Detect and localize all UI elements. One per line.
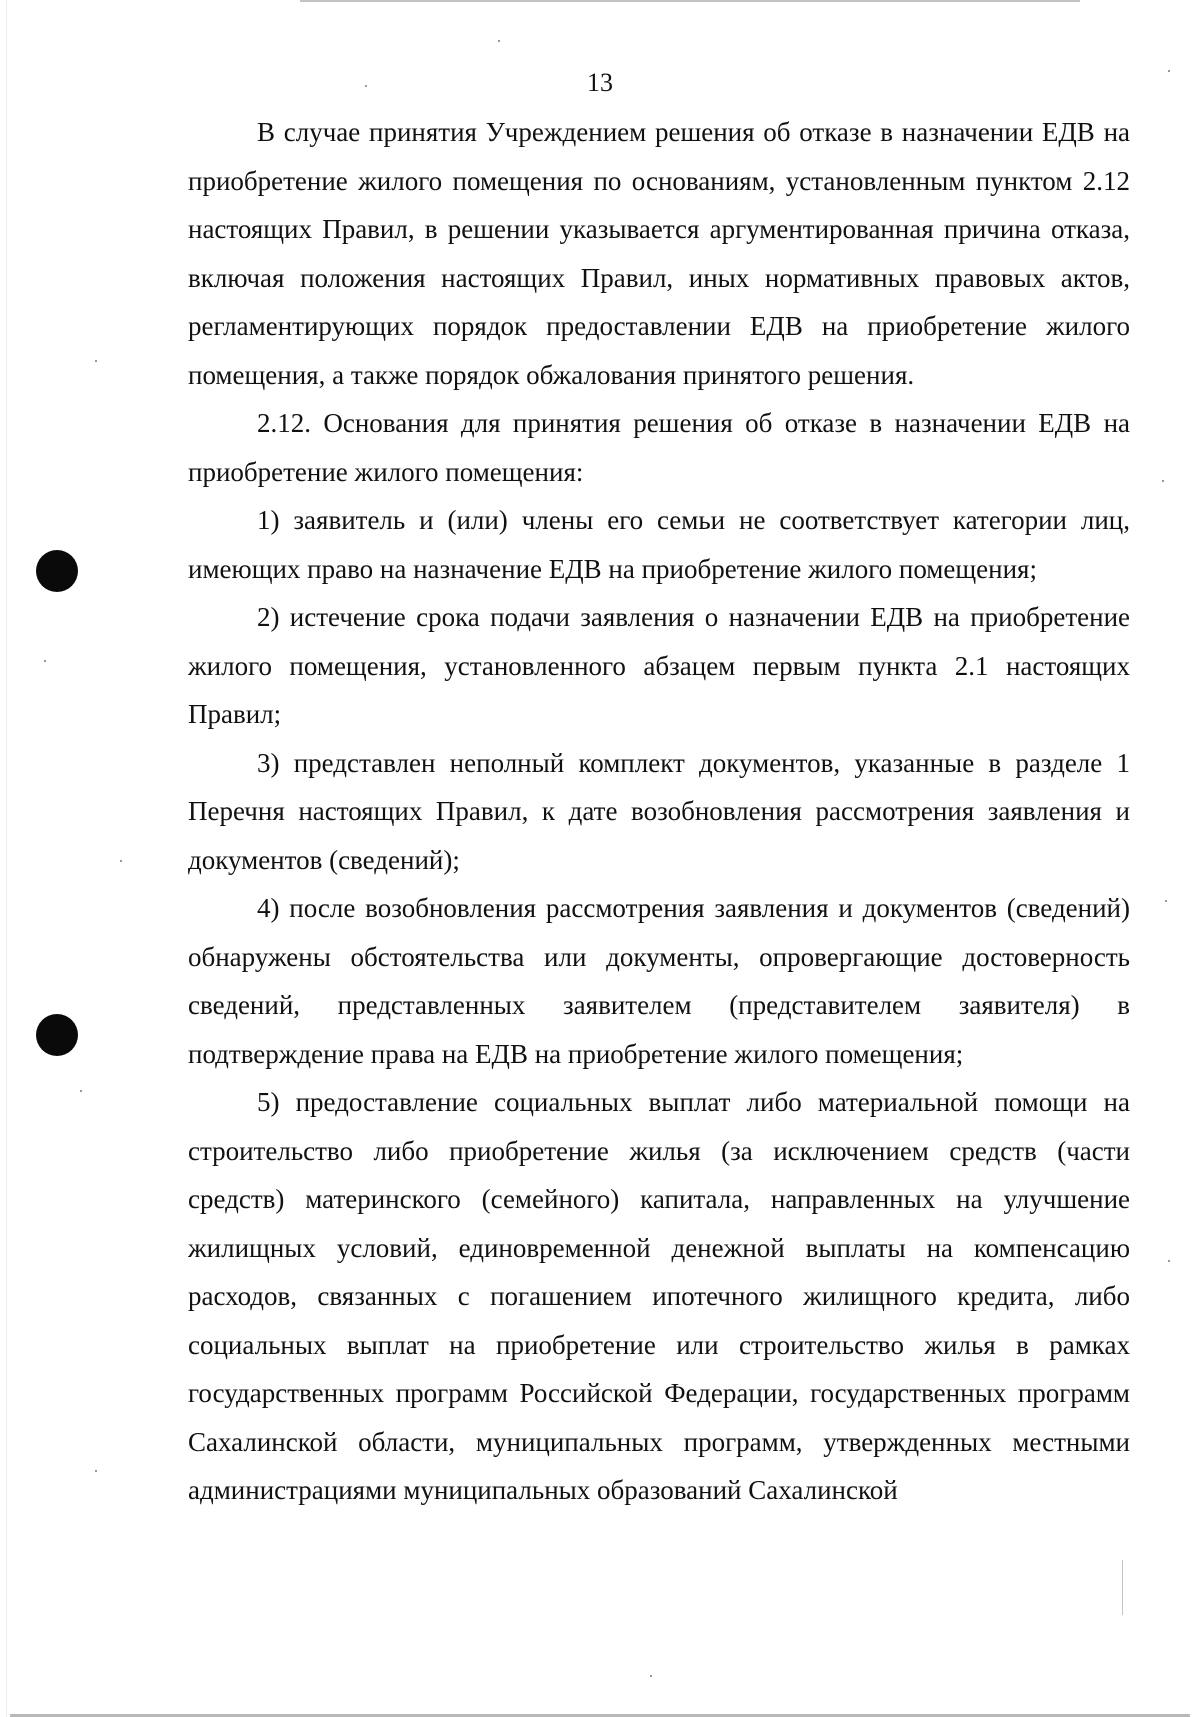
list-item-3: 3) представлен неполный комплект документов, указанные в разделе 1 Перечня настоящих Правил, к дате возобновления рассмотрения заявления и документов (сведений); (188, 747, 1130, 875)
scan-speck (95, 1470, 97, 1472)
paragraph-clause-2-12: 2.12. Основания для принятия решения об отказе в назначении ЕДВ на приобретение жилого помещения: (188, 408, 1130, 487)
scan-speck (120, 860, 122, 862)
scan-speck (1168, 1260, 1170, 1262)
scan-edge-right (1122, 1560, 1123, 1615)
scan-speck (650, 1675, 652, 1677)
scan-speck (1165, 900, 1167, 902)
document-body (188, 108, 1130, 1515)
scan-edge-top (300, 0, 1080, 2)
punch-hole-mark (36, 1014, 78, 1056)
list-item-2: 2) истечение срока подачи заявления о назначении ЕДВ на приобретение жилого помещения, установленного абзацем первым пункта 2.1 настоящих Правил; (188, 602, 1130, 729)
list-item-4: 4) после возобновления рассмотрения заявления и документов (сведений) обнаружены обстоятельства или документы, опровергающие достоверность сведений, представленных заявителем (представителем заявителя) в подтверждение права на ЕДВ на приобретение жилого помещения; (188, 893, 1130, 1069)
scan-speck (80, 1090, 82, 1092)
scan-speck (44, 660, 46, 662)
paragraph-refusal-decision: В случае принятия Учреждением решения об отказе в назначении ЕДВ на приобретение жилого помещения по основаниям, установленным пунктом 2.12 настоящих Правил, в решении указывается аргументированная причина отказа, включая положения настоящих Правил, иных нормативных правовых актов, регламентирующих порядок предоставлении ЕДВ на приобретение жилого помещения, а также порядок обжалования принятого решения. (188, 117, 1130, 390)
scan-speck (95, 360, 97, 362)
page-number: 13 (587, 68, 613, 97)
list-item-1: 1) заявитель и (или) члены его семьи не соответствует категории лиц, имеющих право на назначение ЕДВ на приобретение жилого помещения; (188, 505, 1130, 584)
scan-speck (1162, 480, 1164, 482)
punch-hole-mark (36, 550, 78, 592)
scan-speck (498, 40, 500, 42)
scan-edge-left (6, 0, 7, 1717)
list-item-5: 5) предоставление социальных выплат либо материальной помощи на строительство либо приобретение жилья (за исключением средств (части средств) материнского (семейного) капитала, направленных на улучшение жилищных условий, единовременной денежной выплаты на компенсацию расходов, связанных с погашением ипотечного жилищного кредита, либо социальных выплат на приобретение или строительство жилья в рамках государственных программ Российской Федерации, государственных программ Сахалинской области, муниципальных программ, утвержденных местными администрациями муниципальных образований Сахалинской (188, 1087, 1130, 1505)
